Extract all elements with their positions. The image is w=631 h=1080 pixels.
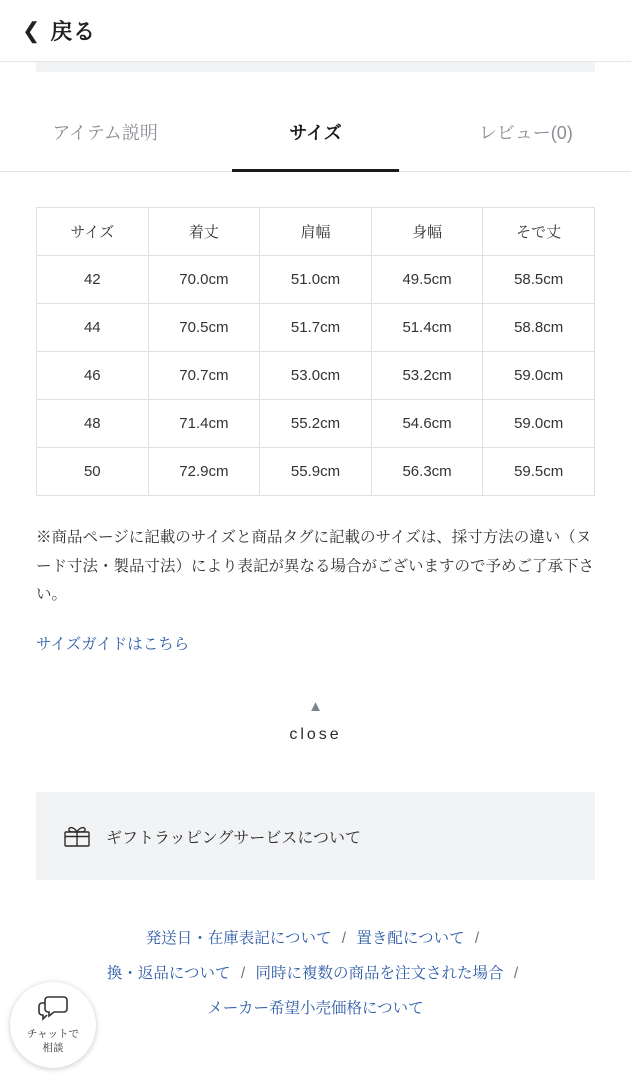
table-cell: 70.0cm (148, 256, 260, 304)
table-header-cell: そで丈 (483, 208, 595, 256)
footer-separator: / (513, 964, 519, 982)
chat-label-line2: 相談 (42, 1041, 64, 1054)
table-cell: 58.8cm (483, 304, 595, 352)
table-cell: 59.0cm (483, 400, 595, 448)
gift-icon (64, 825, 90, 847)
tab-size-label: サイズ (289, 122, 342, 143)
table-cell: 54.6cm (371, 400, 483, 448)
table-row (37, 352, 595, 400)
footer-links-row (30, 922, 601, 957)
back-button[interactable] (22, 15, 95, 46)
table-cell: 51.0cm (260, 256, 372, 304)
tab-item-description[interactable] (0, 92, 210, 171)
chat-bubble-icon (37, 995, 69, 1026)
table-cell: 53.2cm (371, 352, 483, 400)
page-header (0, 0, 631, 62)
content-top-divider (36, 62, 595, 72)
footer-link-msrp[interactable]: メーカー希望小売価格について (207, 999, 424, 1017)
table-header-cell: サイズ (37, 208, 149, 256)
table-cell: 56.3cm (371, 448, 483, 496)
caret-up-icon: ▲ (308, 698, 323, 716)
tab-size[interactable] (210, 92, 420, 171)
table-cell: 53.0cm (260, 352, 372, 400)
footer-separator: / (240, 964, 246, 982)
table-cell: 71.4cm (148, 400, 260, 448)
footer-link-okihai[interactable]: 置き配について (356, 930, 465, 948)
table-cell: 55.9cm (260, 448, 372, 496)
tab-reviews[interactable] (421, 92, 631, 171)
close-label: close (289, 726, 342, 744)
footer-link-exchange-return[interactable]: 換・返品について (106, 964, 231, 982)
table-row (37, 448, 595, 496)
table-cell: 70.5cm (148, 304, 260, 352)
chat-label-line1: チャットで (26, 1028, 80, 1041)
size-note: ※商品ページに記載のサイズと商品タグに記載のサイズは、採寸方法の違い（ヌード寸法・製品寸法）により表記が異なる場合がございますので予めご了承下さい。 (36, 529, 595, 604)
chat-support-button[interactable] (10, 982, 96, 1068)
table-cell: 50 (37, 448, 149, 496)
table-cell: 59.5cm (483, 448, 595, 496)
table-cell: 72.9cm (148, 448, 260, 496)
footer-links (0, 922, 631, 1027)
tab-reviews-label: レビュー(0) (478, 122, 573, 143)
footer-separator: / (474, 930, 480, 948)
table-cell: 49.5cm (371, 256, 483, 304)
table-cell: 46 (37, 352, 149, 400)
product-tabs (0, 92, 631, 172)
footer-link-shipping[interactable]: 発送日・在庫表記について (145, 930, 332, 948)
size-table (36, 207, 595, 496)
table-cell: 51.7cm (260, 304, 372, 352)
table-header-cell: 肩幅 (260, 208, 372, 256)
footer-link-multiple-orders[interactable]: 同時に複数の商品を注文された場合 (255, 964, 504, 982)
size-table-wrap (36, 207, 595, 496)
footer-links-row (30, 992, 601, 1027)
table-cell: 59.0cm (483, 352, 595, 400)
table-cell: 44 (37, 304, 149, 352)
table-cell: 58.5cm (483, 256, 595, 304)
table-cell: 48 (37, 400, 149, 448)
table-row (37, 256, 595, 304)
table-cell: 51.4cm (371, 304, 483, 352)
table-cell: 42 (37, 256, 149, 304)
size-guide-link[interactable]: サイズガイドはこちら (36, 636, 190, 654)
gift-wrapping-label: ギフトラッピングサービスについて (106, 829, 362, 847)
table-row (37, 400, 595, 448)
table-cell: 70.7cm (148, 352, 260, 400)
chat-support-label (27, 1028, 79, 1054)
tab-item-description-label: アイテム説明 (52, 122, 158, 143)
table-cell: 55.2cm (260, 400, 372, 448)
chevron-left-icon: ❮ (22, 17, 41, 43)
close-section-button[interactable] (0, 699, 631, 744)
gift-wrapping-banner[interactable] (36, 792, 595, 880)
back-button-label: 戻る (50, 19, 96, 44)
footer-links-row (30, 957, 601, 992)
table-header-cell: 着丈 (148, 208, 260, 256)
footer-separator: / (341, 930, 347, 948)
table-header-cell: 身幅 (371, 208, 483, 256)
table-row (37, 304, 595, 352)
table-header-row (37, 208, 595, 256)
